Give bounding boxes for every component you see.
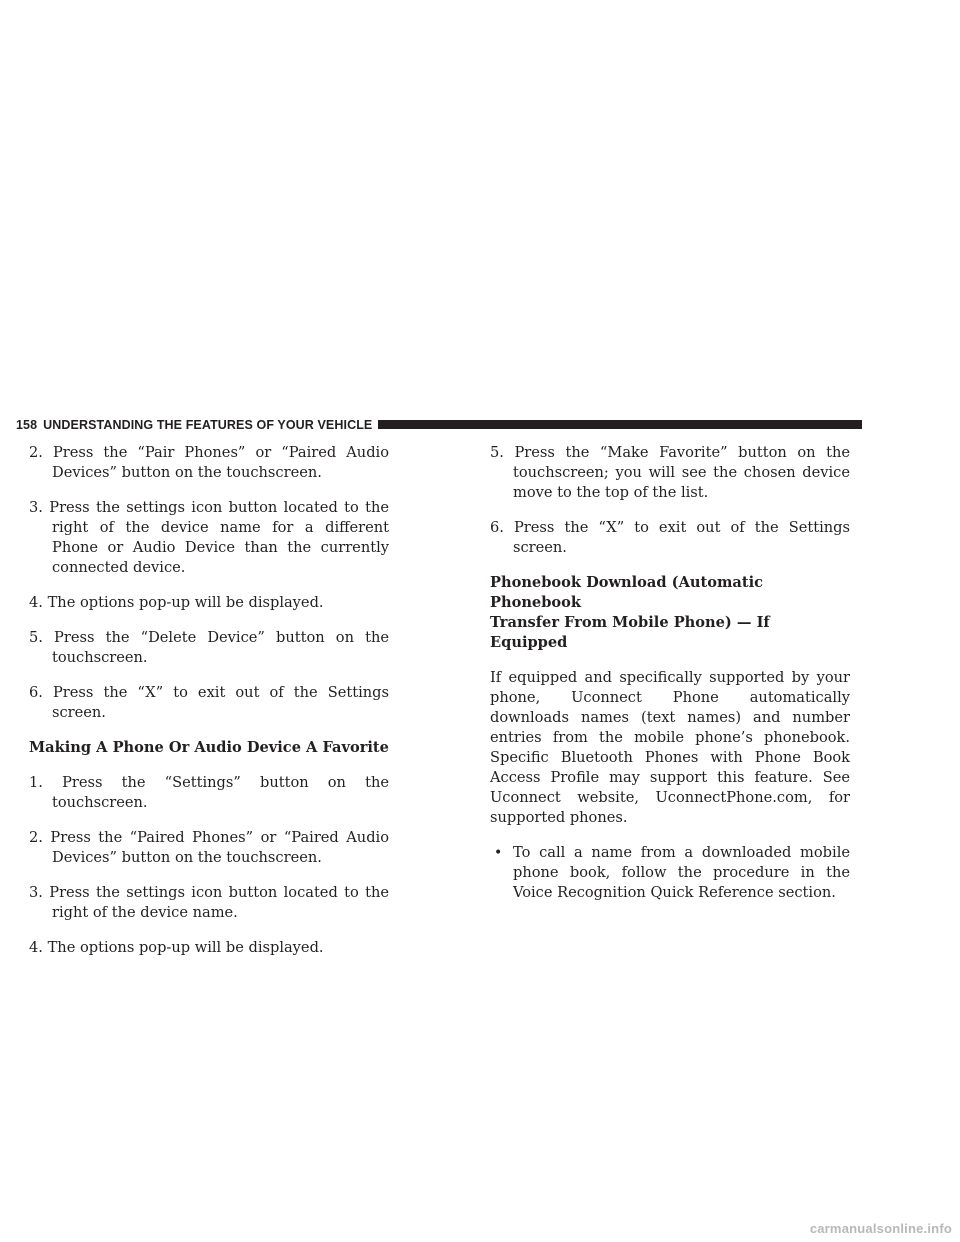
- step-delete-device: 5. Press the “Delete Device” button on the touchscreen.: [29, 629, 389, 666]
- section-title: UNDERSTANDING THE FEATURES OF YOUR VEHICLE: [43, 417, 373, 432]
- step-press-settings: 1. Press the “Settings” button on the touchscreen.: [29, 774, 389, 811]
- section-heading-favorite: Making A Phone Or Audio Device A Favorite: [29, 739, 389, 756]
- phonebook-paragraph: If equipped and specifically supported by your phone, Uconnect Phone automatically downloads names (text names) and number entries from the mobile phone’s phonebook. Specific Bluetooth Phones with Phone Book Access Profile may support this feature. See Uconnect website, UconnectPhone.com, for supported phones.: [490, 669, 850, 826]
- header-text: [16, 418, 372, 432]
- heading-line-2: Transfer From Mobile Phone) — If Equipped: [490, 614, 770, 651]
- heading-line-1: Phonebook Download (Automatic Phonebook: [490, 574, 764, 611]
- step-settings-icon: 3. Press the settings icon button located to the right of the device name for a different Phone or Audio Device than the currently connected device.: [29, 499, 389, 576]
- bullet-item: [490, 843, 850, 903]
- step-pair-phones: 2. Press the “Pair Phones” or “Paired Audio Devices” button on the touchscreen.: [29, 444, 389, 481]
- watermark-logo: carmanualsonline.info: [809, 1221, 952, 1236]
- page-number: 158: [16, 417, 38, 432]
- header-rule: [378, 420, 862, 429]
- step-paired-phones: 2. Press the “Paired Phones” or “Paired Audio Devices” button on the touchscreen.: [29, 829, 389, 866]
- left-column: [29, 443, 389, 973]
- step-exit-settings-2: 6. Press the “X” to exit out of the Settings screen.: [490, 519, 850, 556]
- step-settings-icon-device: 3. Press the settings icon button located to the right of the device name.: [29, 884, 389, 921]
- bullet-text: To call a name from a downloaded mobile phone book, follow the procedure in the Voice Recognition Quick Reference section.: [513, 844, 850, 901]
- page-header: [16, 416, 862, 433]
- section-heading-phonebook: [490, 573, 850, 653]
- step-options-popup-2: 4. The options pop-up will be displayed.: [29, 939, 324, 956]
- step-exit-settings: 6. Press the “X” to exit out of the Settings screen.: [29, 684, 389, 721]
- step-options-popup: 4. The options pop-up will be displayed.: [29, 594, 324, 611]
- step-make-favorite: 5. Press the “Make Favorite” button on the touchscreen; you will see the chosen device move to the top of the list.: [490, 444, 850, 501]
- right-column: [490, 443, 850, 903]
- bullet-dot-icon: •: [494, 845, 503, 861]
